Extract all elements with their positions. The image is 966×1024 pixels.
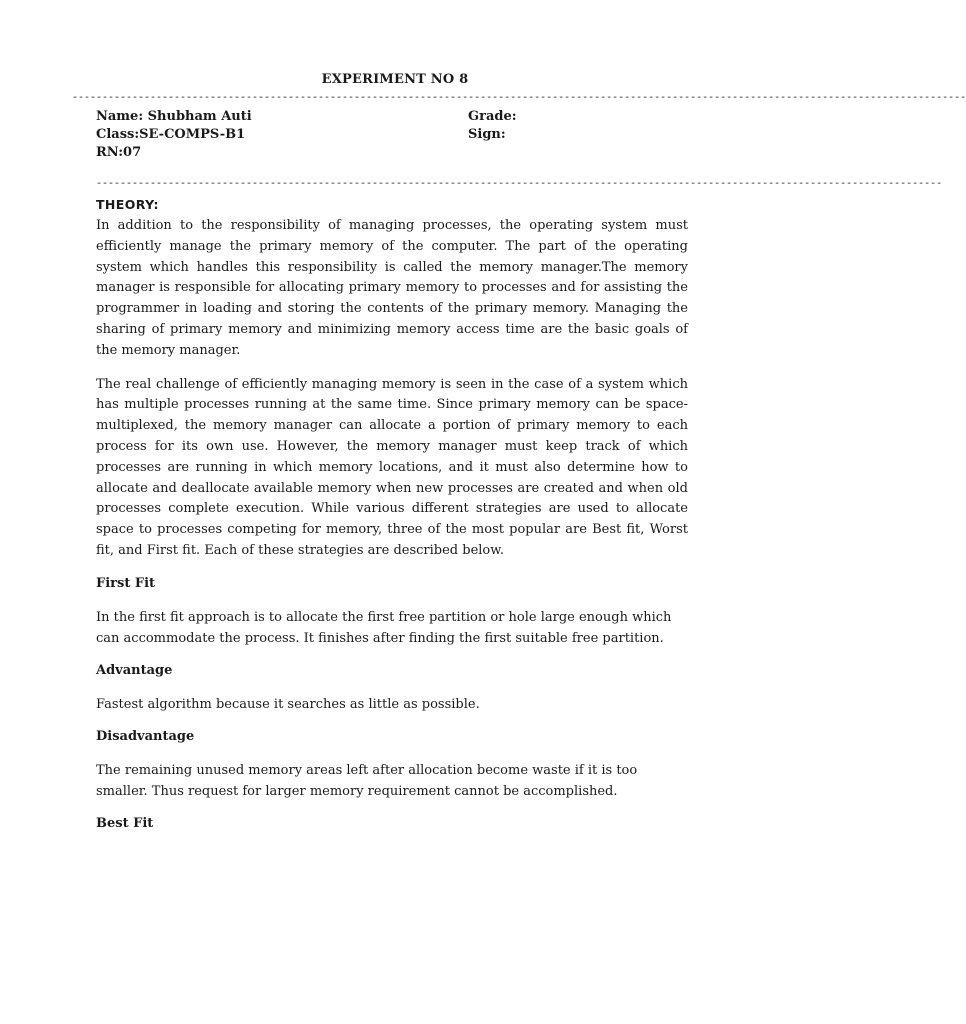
- student-roll-number: RN:07: [96, 145, 142, 160]
- theory-paragraph-1: In addition to the responsibility of managing processes, the operating system must efficiently manage the primary memory of the computer. The part of the operating system which handles this responsibility is called the memory manager.The memory manager is responsible for allocating primary memory to processes and for assisting the programmer in loading and storing the contents of the primary memory. Managing the sharing of primary memory and minimizing memory access time are the basic goals of the memory manager.: [96, 218, 688, 358]
- advantage-heading: Advantage: [96, 662, 173, 678]
- theory-paragraph-2: The real challenge of efficiently managing memory is seen in the case of a system which has multiple processes running at the same time. Since primary memory can be space-multiplexed, the memory manager can allocate a portion of primary memory to each process for its own use. However, the memory manager must keep track of which processes are running in which memory locations, and it must also determine how to allocate and deallocate available memory when new processes are created and when old processes complete execution. While various different strategies are used to allocate space to processes competing for memory, three of the most popular are Best fit, Worst fit, and First fit. Each of these strategies are described below.: [96, 376, 688, 558]
- student-name: Name: Shubham Auti: [96, 109, 252, 124]
- experiment-title: EXPERIMENT NO 8: [321, 72, 469, 87]
- advantage-text: Fastest algorithm because it searches as little as possible.: [96, 696, 480, 712]
- document-body: [96, 196, 688, 847]
- sign-label: Sign:: [468, 127, 506, 142]
- disadvantage-heading: Disadvantage: [96, 728, 195, 744]
- disadvantage-text: The remaining unused memory areas left after allocation become waste if it is too smaller. Thus request for larger memory requirement cannot be accomplished.: [96, 762, 638, 799]
- theory-heading: THEORY:: [96, 197, 159, 212]
- best-fit-heading: Best Fit: [96, 815, 154, 831]
- first-fit-heading: First Fit: [96, 575, 156, 591]
- grading-info: [468, 108, 517, 144]
- student-info: [96, 108, 252, 162]
- top-dashed-rule: -----------------------------------------------------------------------------------------------------------------------------------------------------: [72, 93, 966, 104]
- mid-dashed-rule: ---------------------------------------------------------------------------------------------------------------------------------------------: [96, 179, 943, 190]
- student-class: Class:SE-COMPS-B1: [96, 127, 246, 142]
- grade-label: Grade:: [468, 109, 517, 124]
- first-fit-text: In the first fit approach is to allocate the first free partition or hole large enough which can accommodate the process. It finishes after finding the first suitable free partition.: [96, 609, 672, 646]
